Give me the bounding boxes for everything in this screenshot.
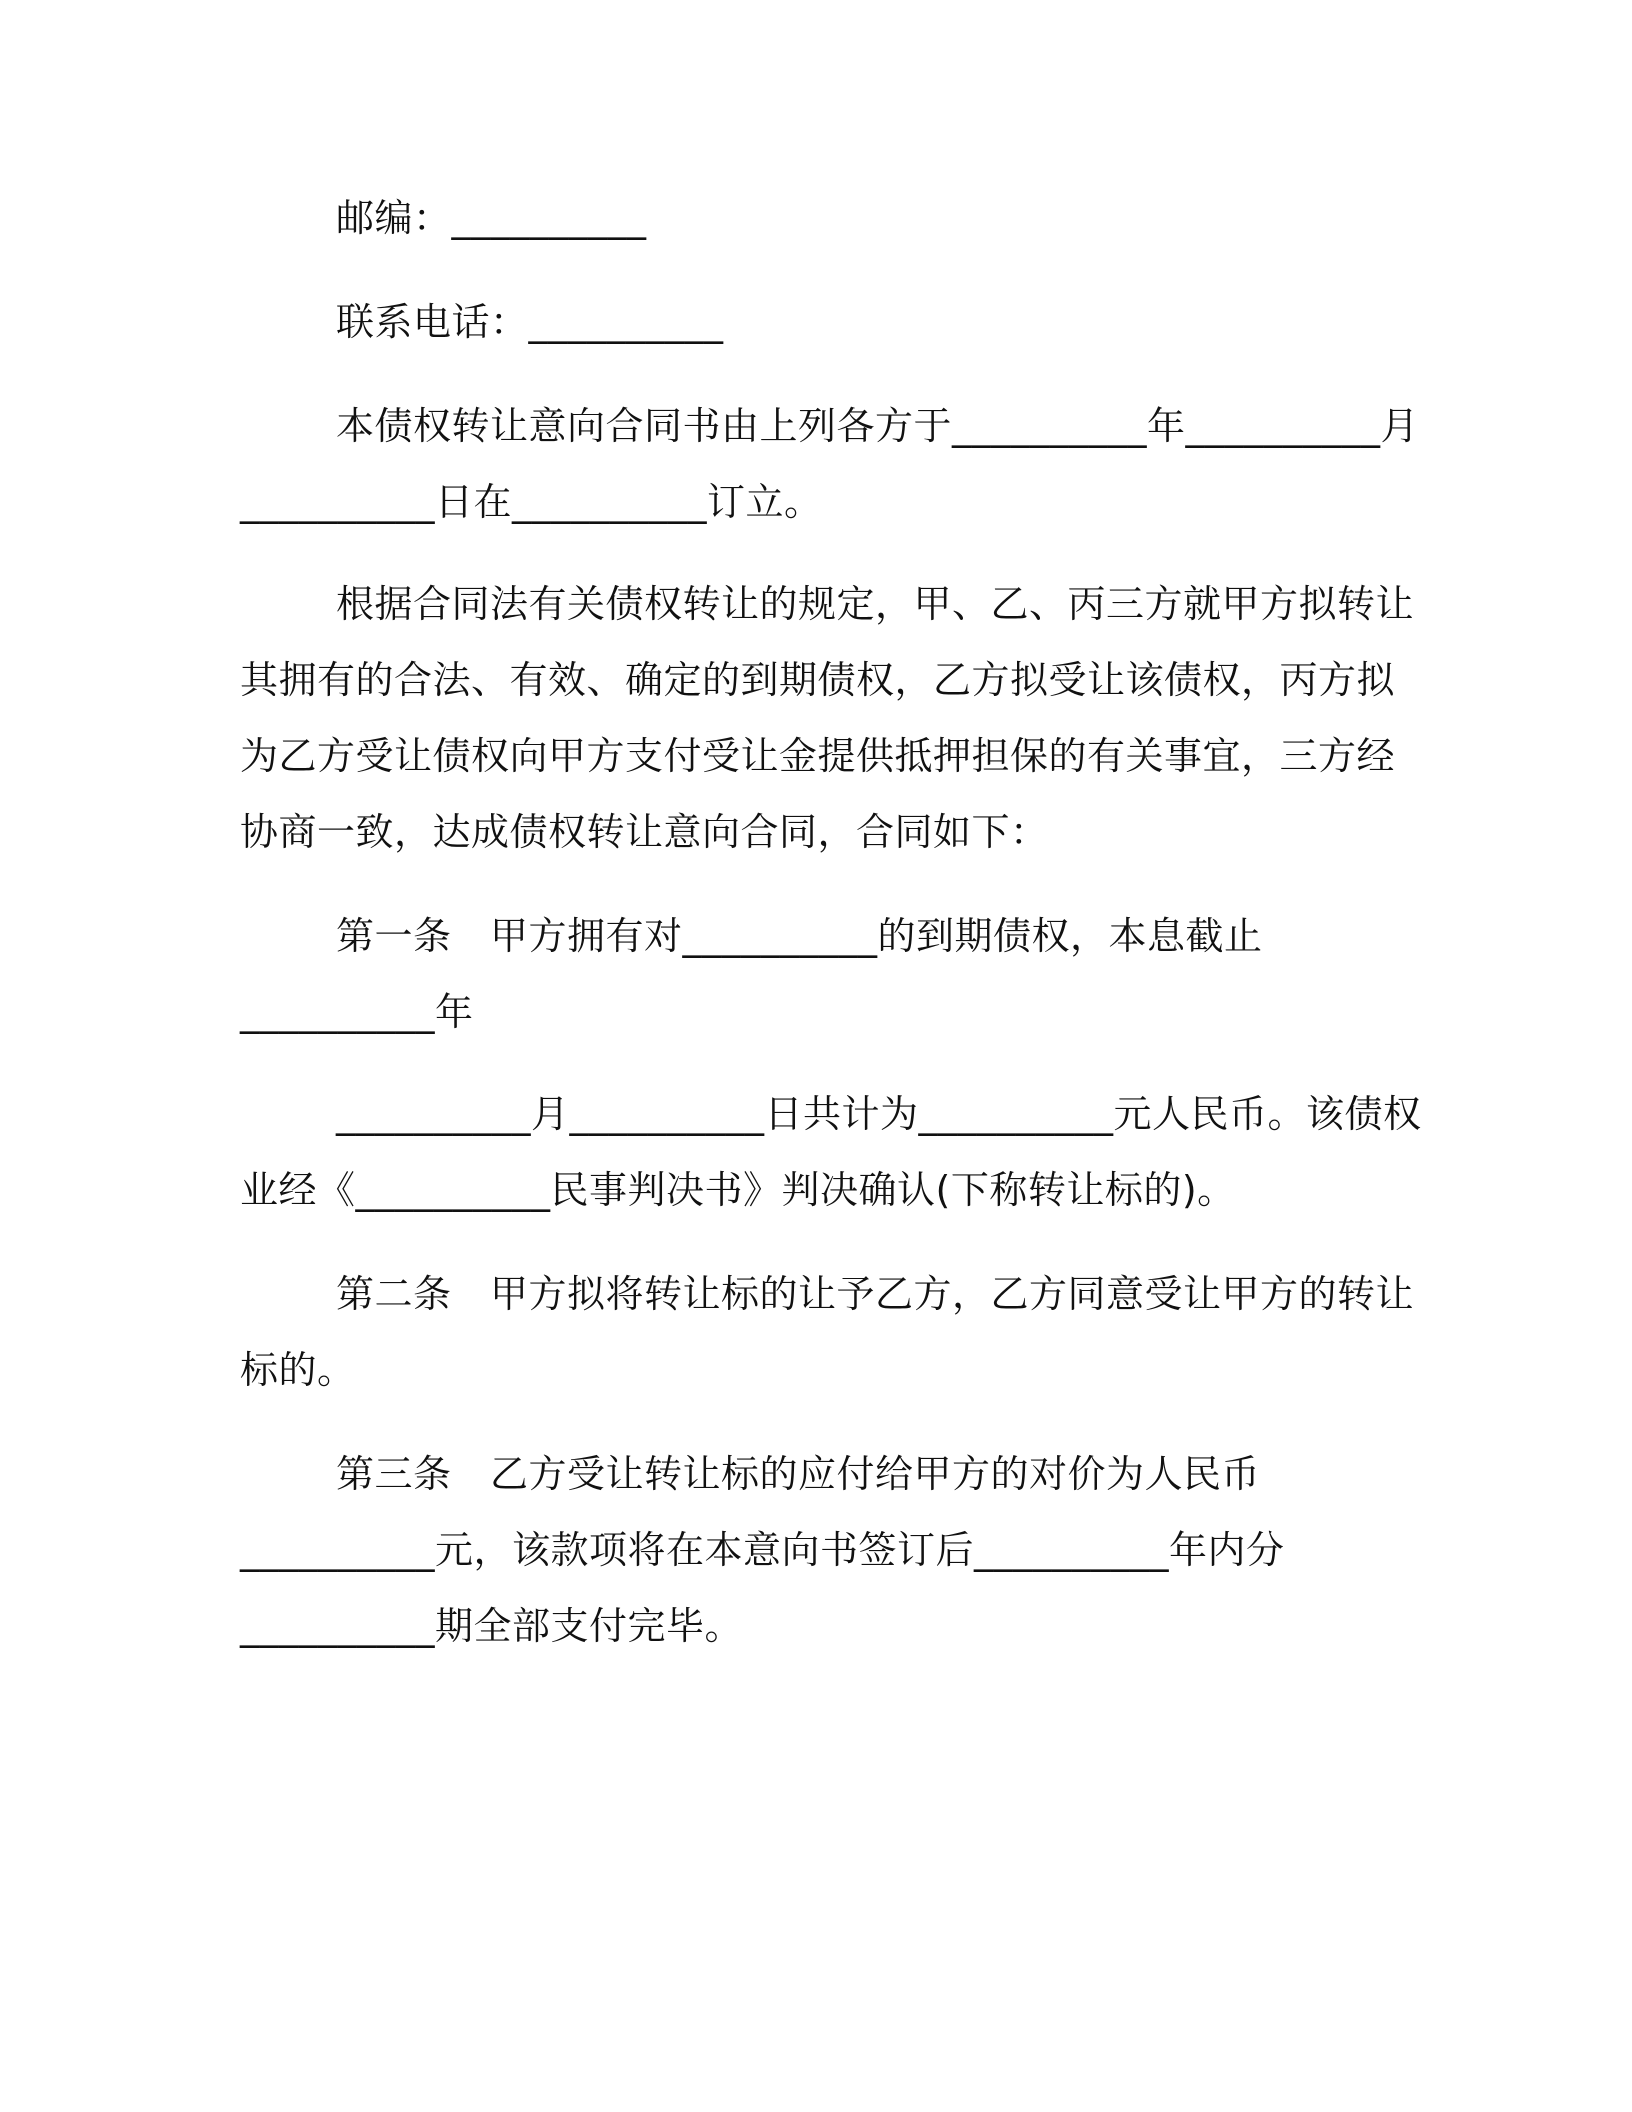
signing-date-line-1: 本债权转让意向合同书由上列各方于__________年__________月 (336, 404, 1420, 448)
article-3-line-2: __________元，该款项将在本意向书签订后__________年内分 (240, 1528, 1285, 1572)
article-2-line-2: 标的。 (240, 1348, 356, 1392)
preamble-line-3: 为乙方受让债权向甲方支付受让金提供抵押担保的有关事宜，三方经 (240, 734, 1396, 778)
article-1-line-3: __________月__________日共计为__________元人民币。该债权 (336, 1092, 1422, 1136)
preamble-line-1: 根据合同法有关债权转让的规定，甲、乙、丙三方就甲方拟转让 (336, 582, 1415, 626)
preamble-line-4: 协商一致，达成债权转让意向合同，合同如下： (240, 810, 1049, 854)
phone-line: 联系电话：__________ (336, 300, 724, 344)
article-1-line-1: 第一条 甲方拥有对__________的到期债权，本息截止 (336, 914, 1263, 958)
article-1-line-2: __________年 (240, 990, 474, 1034)
preamble-line-2: 其拥有的合法、有效、确定的到期债权，乙方拟受让该债权，丙方拟 (240, 658, 1396, 702)
postcode-line: 邮编：__________ (336, 196, 647, 240)
signing-date-line-2: __________日在__________订立。 (240, 480, 823, 524)
article-2-line-1: 第二条 甲方拟将转让标的让予乙方，乙方同意受让甲方的转让 (336, 1272, 1415, 1316)
article-1-line-4: 业经《__________民事判决书》判决确认(下称转让标的)。 (240, 1168, 1236, 1212)
article-3-line-3: __________期全部支付完毕。 (240, 1604, 744, 1648)
article-3-line-1: 第三条 乙方受让转让标的应付给甲方的对价为人民币 (336, 1452, 1261, 1496)
